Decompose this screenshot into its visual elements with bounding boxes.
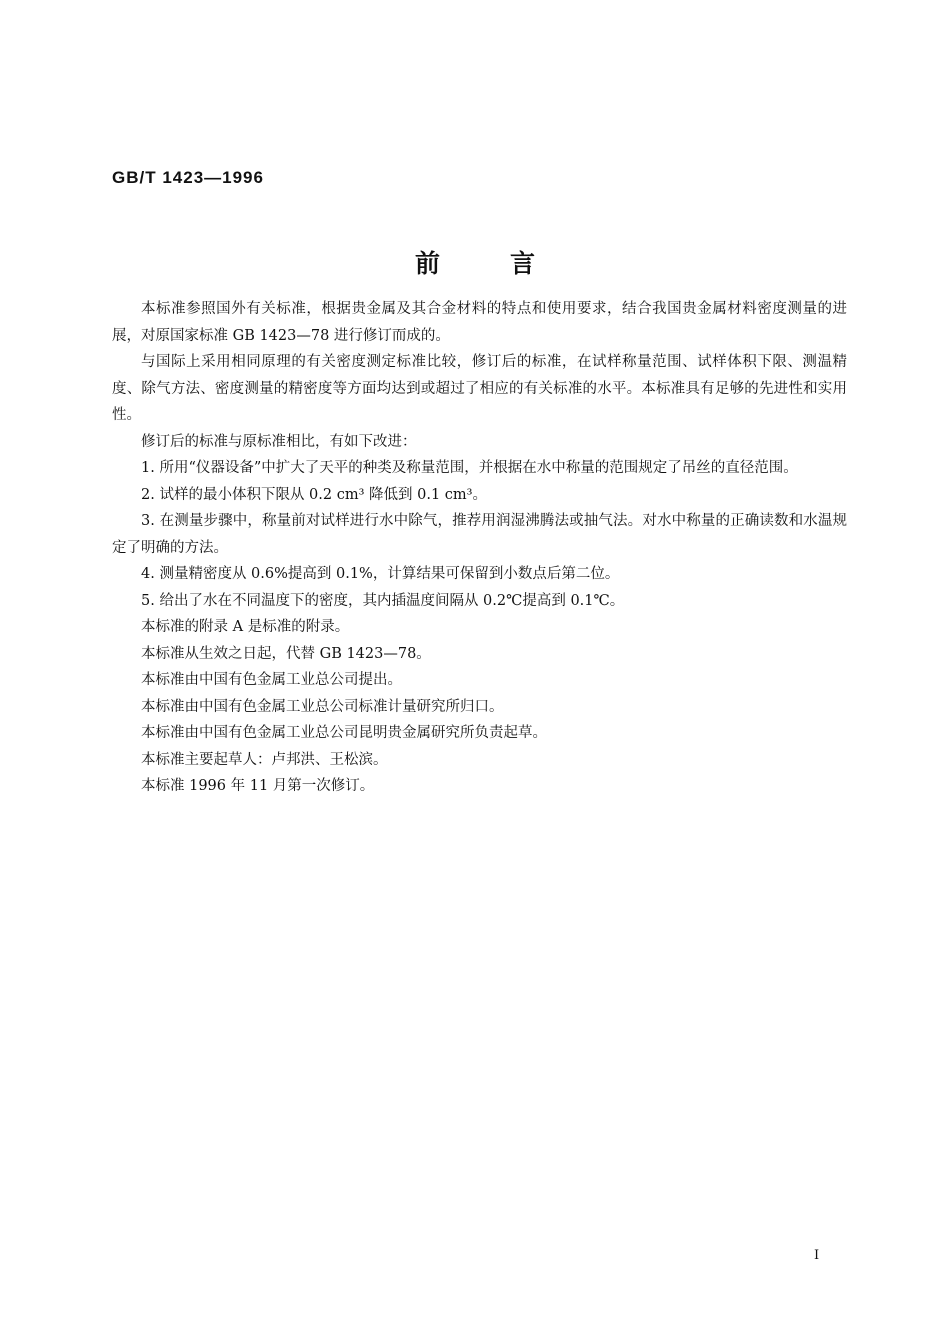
paragraph-revision: 本标准 1996 年 11 月第一次修订。 xyxy=(141,778,375,794)
list-item-3: 3. 在测量步骤中，称量前对试样进行水中除气，推荐用润湿沸腾法或抽气法。对水中称量的正确读数和水温规定了明确的方法。 xyxy=(112,513,847,556)
paragraph-comparison: 与国际上采用相同原理的有关密度测定标准比较，修订后的标准，在试样称量范围、试样体积下限、测温精度、除气方法、密度测量的精密度等方面均达到或超过了相应的有关标准的水平。本标准具有足够的先进性和实用性。 xyxy=(112,354,847,423)
paragraph-intro: 本标准参照国外有关标准，根据贵金属及其合金材料的特点和使用要求，结合我国贵金属材料密度测量的进展，对原国家标准 GB 1423—78 进行修订而成的。 xyxy=(112,301,847,344)
paragraph-replaces: 本标准从生效之日起，代替 GB 1423—78。 xyxy=(141,645,431,662)
paragraph-appendix: 本标准的附录 A 是标准的附录。 xyxy=(141,619,350,635)
paragraph-drafters: 本标准主要起草人：卢邦洪、王松滨。 xyxy=(141,751,388,768)
standard-code: GB/T 1423—1996 xyxy=(112,168,264,187)
paragraph-improvements-lead: 修订后的标准与原标准相比，有如下改进： xyxy=(141,433,417,450)
page-title: 前言 xyxy=(414,249,605,278)
paragraph-managed-by: 本标准由中国有色金属工业总公司标准计量研究所归口。 xyxy=(141,698,504,715)
list-item-4: 4. 测量精密度从 0.6%提高到 0.1%，计算结果可保留到小数点后第二位。 xyxy=(141,566,620,582)
paragraph-drafted-by: 本标准由中国有色金属工业总公司昆明贵金属研究所负责起草。 xyxy=(141,725,547,741)
foreword-body xyxy=(112,296,847,800)
list-item-5: 5. 给出了水在不同温度下的密度，其内插温度间隔从 0.2℃提高到 0.1℃。 xyxy=(141,592,625,609)
page-number: I xyxy=(814,1248,820,1263)
paragraph-proposed-by: 本标准由中国有色金属工业总公司提出。 xyxy=(141,672,402,688)
list-item-2: 2. 试样的最小体积下限从 0.2 cm³ 降低到 0.1 cm³。 xyxy=(141,486,487,503)
list-item-1: 1. 所用“仪器设备”中扩大了天平的种类及称量范围，并根据在水中称量的范围规定了吊丝的直径范围。 xyxy=(141,460,798,476)
